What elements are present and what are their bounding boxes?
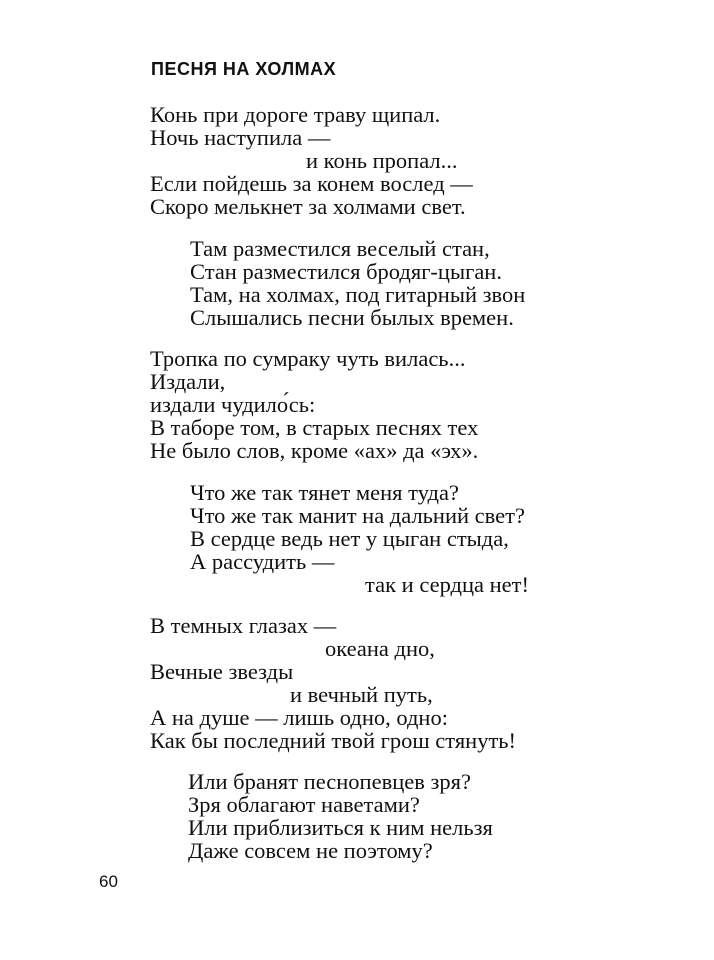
page-number: 60 — [99, 872, 118, 891]
poem-line: Не было слов, кроме «ах» да «эх». — [150, 438, 479, 463]
poem-line: Или бранят песнопевцев зря? — [188, 769, 471, 794]
poem-line: Что же так манит на дальний свет? — [190, 503, 525, 528]
poem-line: и конь пропал... — [306, 148, 458, 173]
poem-line: Там разместился веселый стан, — [190, 236, 490, 261]
poem-line: А рассудить — — [190, 549, 335, 574]
poem-line: В сердце ведь нет у цыган стыда, — [190, 526, 509, 551]
poem-line: В темных глазах — — [150, 613, 337, 638]
poem-line: Зря облагают наветами? — [188, 792, 420, 817]
poem-line: Вечные звезды — [150, 659, 294, 684]
poem-line: Что же так тянет меня туда? — [190, 480, 459, 505]
poem-line: Если пойдешь за конем вослед — — [150, 171, 473, 196]
poem-line: Стан разместился бродяг-цыган. — [190, 259, 502, 284]
poem-line: Тропка по сумраку чуть вилась... — [150, 346, 466, 371]
poem-line: и вечный путь, — [290, 682, 433, 707]
poem-line: Как бы последний твой грош стянуть! — [150, 728, 517, 753]
poem-line: Конь при дороге траву щипал. — [150, 102, 441, 127]
poem-line: Или приблизиться к ним нельзя — [188, 815, 493, 840]
poem-line: так и сердца нет! — [365, 572, 529, 597]
poem-line: Слышались песни былых времен. — [190, 305, 514, 330]
poem-line: океана дно, — [325, 636, 435, 661]
poem-line: Издали, — [150, 369, 226, 394]
poem-line: А на душе — лишь одно, одно: — [150, 705, 448, 730]
poem-line: Там, на холмах, под гитарный звон — [190, 282, 526, 307]
poem-line: Скоро мелькнет за холмами свет. — [150, 194, 466, 219]
poem-line: издали чудило́сь: — [150, 392, 316, 417]
poem-line: В таборе том, в старых песнях тех — [150, 415, 479, 440]
poem-title: ПЕСНЯ НА ХОЛМАХ — [151, 59, 337, 79]
poem-line: Даже совсем не поэтому? — [188, 838, 433, 863]
poem-line: Ночь наступила — — [150, 125, 331, 150]
